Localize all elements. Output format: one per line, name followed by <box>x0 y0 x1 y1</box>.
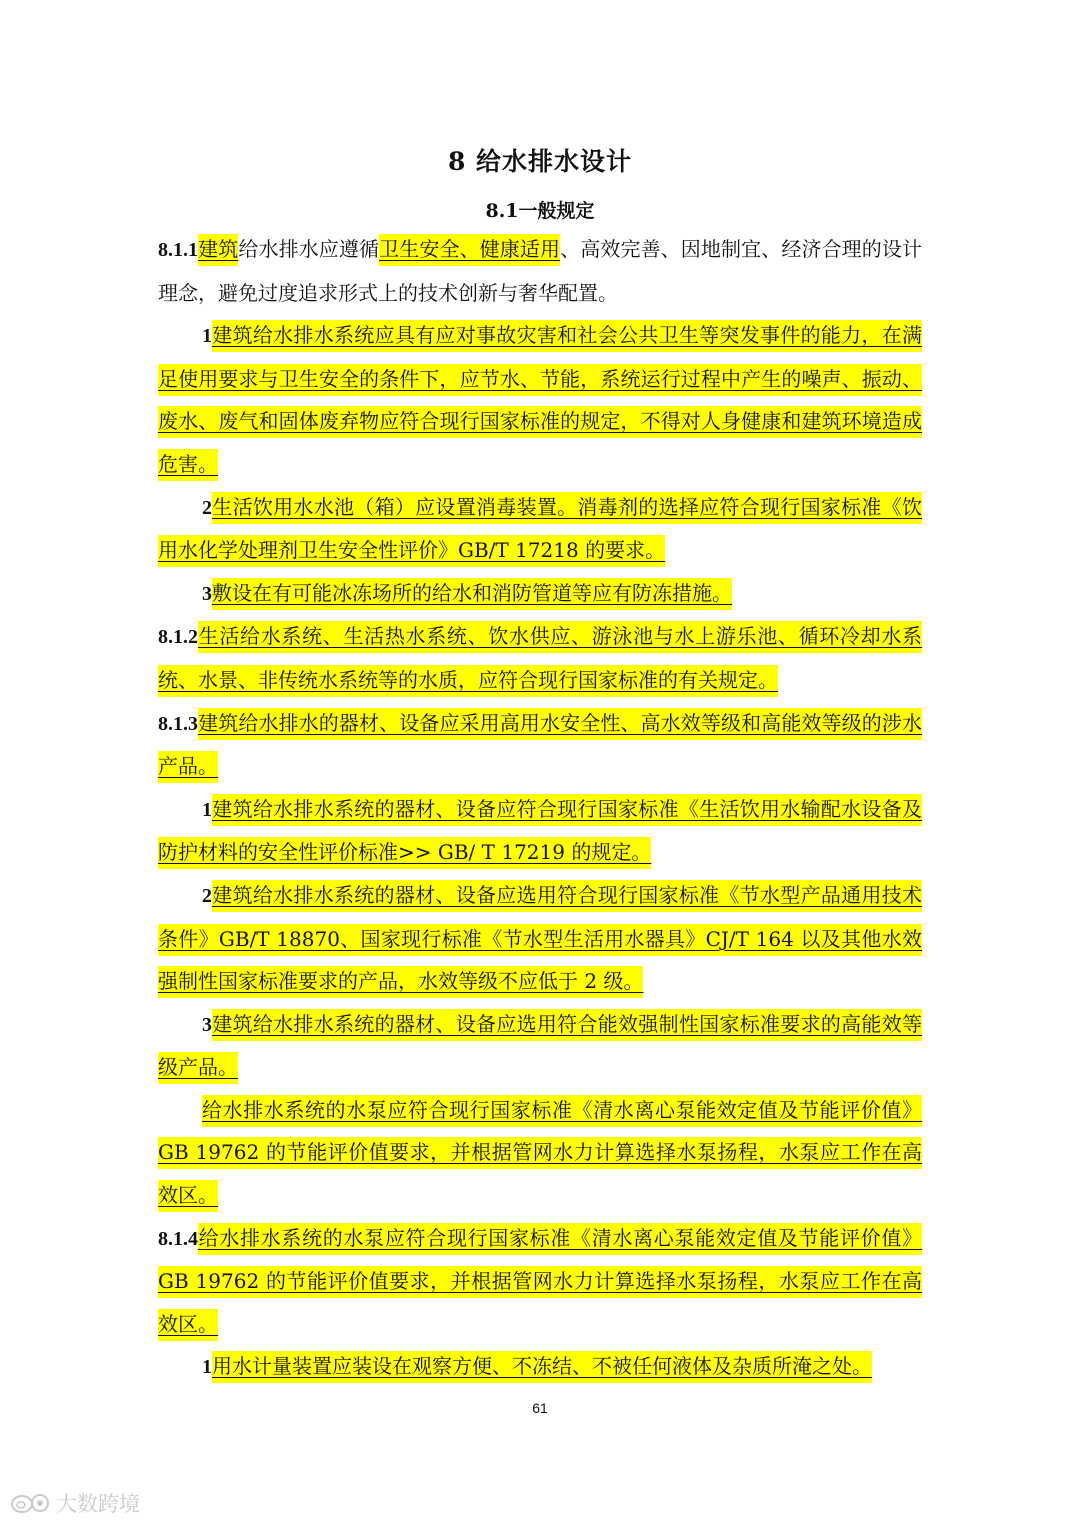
clause-8-1-2 <box>158 615 922 701</box>
plain-text: 、高效完善、因地制宜、经济合理的设计理念，避免过度追求形式上的技术创新与奢华配置。 <box>158 237 923 305</box>
section-title: 8.1一般规定 <box>485 200 595 222</box>
item-number: 3 <box>202 1013 212 1036</box>
item-8-1-3-1 <box>158 788 922 874</box>
highlighted-text: 建筑给水排水系统的器材、设备应符合现行国家标准《生活饮用水输配水设备及防护材料的安全性评价标准>> GB/ T 17219 的规定。 <box>158 794 922 870</box>
watermark <box>10 1488 140 1518</box>
document-body <box>158 228 922 1389</box>
highlighted-text: 生活饮用水水池（箱）应设置消毒装置。消毒剂的选择应符合现行国家标准《饮用水化学处理剂卫生安全性评价》GB/T 17218 的要求。 <box>158 492 922 568</box>
highlighted-text: 卫生安全、健康适用 <box>379 234 560 266</box>
clause-8-1-1 <box>158 228 922 314</box>
highlighted-text: 建筑给水排水系统的器材、设备应选用符合能效强制性国家标准要求的高能效等级产品。 <box>158 1009 922 1085</box>
item-number: 1 <box>202 325 212 348</box>
highlighted-text: 生活给水系统、生活热水系统、饮水供应、游泳池与水上游乐池、循环冷却水系统、水景、非传统水系统等的水质，应符合现行国家标准的有关规定。 <box>158 621 922 697</box>
item-number: 3 <box>202 582 212 605</box>
weibo-logo-icon <box>10 1491 50 1515</box>
highlighted-text: 建筑给水排水系统应具有应对事故灾害和社会公共卫生等突发事件的能力，在满足使用要求与卫生安全的条件下，应节水、节能，系统运行过程中产生的噪声、振动、废水、废气和固体废弃物应符合现行国家标准的规定，不得对人身健康和建筑环境造成危害。 <box>158 320 922 481</box>
highlighted-text: 用水计量装置应装设在观察方便、不冻结、不被任何液体及杂质所淹之处。 <box>212 1351 872 1383</box>
item-8-1-4-1 <box>158 1345 922 1389</box>
unnumbered-paragraph <box>158 1089 922 1217</box>
item-number: 1 <box>202 1356 212 1379</box>
item-8-1-1-2 <box>158 486 922 572</box>
clause-8-1-3 <box>158 702 922 788</box>
watermark-text: 大数跨境 <box>56 1492 140 1516</box>
clause-number: 8.1.1 <box>158 239 198 261</box>
highlighted-text: 建筑 <box>198 234 238 266</box>
highlighted-text: 给水排水系统的水泵应符合现行国家标准《清水离心泵能效定值及节能评价值》GB 19762 的节能评价值要求，并根据管网水力计算选择水泵扬程，水泵应工作在高效区。 <box>158 1095 922 1212</box>
item-number: 2 <box>202 884 212 907</box>
item-number: 1 <box>202 798 212 821</box>
page-number: 61 <box>532 1400 548 1416</box>
highlighted-text: 给水排水系统的水泵应符合现行国家标准《清水离心泵能效定值及节能评价值》GB 19762 的节能评价值要求，并根据管网水力计算选择水泵扬程，水泵应工作在高效区。 <box>158 1223 922 1341</box>
highlighted-text: 建筑给水排水的器材、设备应采用高用水安全性、高水效等级和高能效等级的涉水产品。 <box>158 708 922 784</box>
clause-number: 8.1.4 <box>158 1227 198 1250</box>
item-8-1-3-3 <box>158 1003 922 1089</box>
item-8-1-3-2 <box>158 874 922 1003</box>
highlighted-text: 建筑给水排水系统的器材、设备应选用符合现行国家标准《节水型产品通用技术条件》GB/T 18870、国家现行标准《节水型生活用水器具》CJ/T 164 以及其他水效强制性国家标准要求的产品，水效等级不应低于 2 级。 <box>158 880 922 998</box>
item-8-1-1-3 <box>158 572 922 616</box>
plain-text: 给水排水应遵循 <box>238 237 380 261</box>
highlighted-text: 敷设在有可能冰冻场所的给水和消防管道等应有防冻措施。 <box>212 578 732 610</box>
clause-number: 8.1.3 <box>158 712 198 735</box>
chapter-title: 8 给水排水设计 <box>447 147 633 176</box>
clause-number: 8.1.2 <box>158 626 198 649</box>
item-8-1-1-1 <box>158 314 922 485</box>
clause-8-1-4 <box>158 1217 922 1346</box>
item-number: 2 <box>202 496 212 519</box>
